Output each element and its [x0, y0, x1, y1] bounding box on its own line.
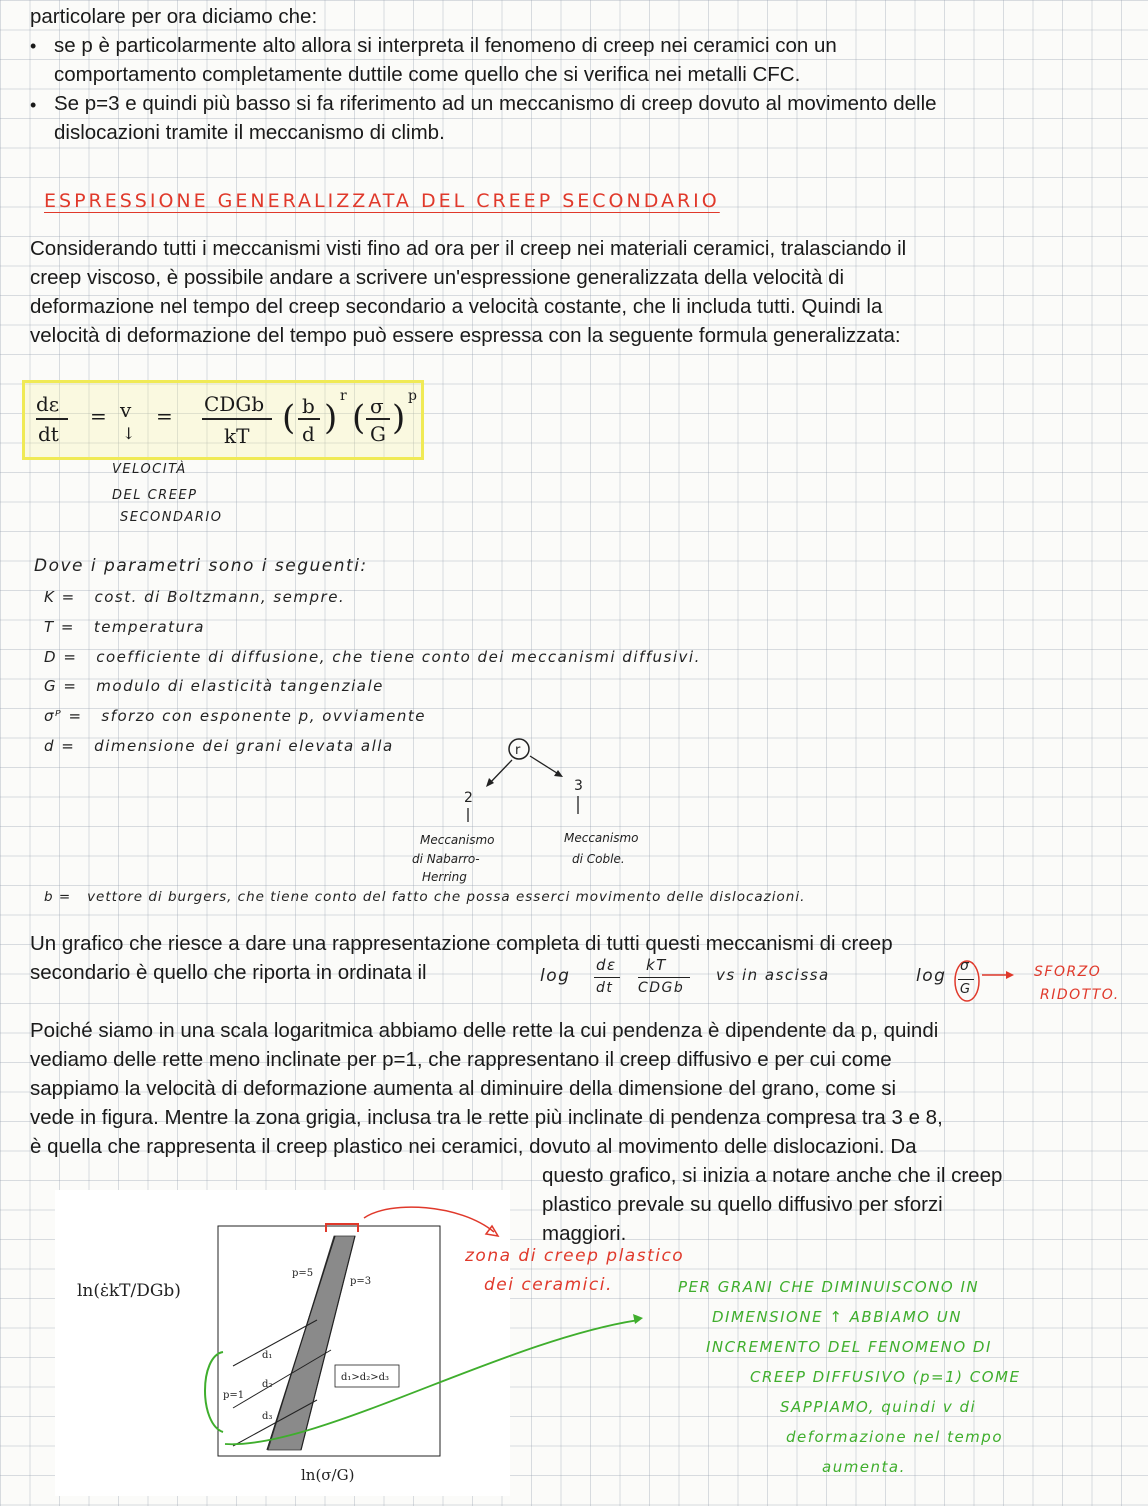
- tree-left-label-3: Herring: [422, 870, 467, 884]
- param-row: [44, 618, 205, 636]
- lhs-den: dt: [38, 422, 59, 446]
- green-arrow-head: [633, 1314, 643, 1324]
- paren-open: (: [282, 398, 296, 438]
- kt-label: kT: [646, 956, 667, 974]
- para1-line-4: velocità di deformazione del tempo può essere espressa con la seguente formula generalizzata:: [30, 324, 901, 347]
- param-row: [44, 707, 426, 725]
- para3-line-1: Poiché siamo in una scala logaritmica abbiamo delle rette la cui pendenza è dipendente da p, quindi: [30, 1019, 939, 1042]
- para4-line-3: maggiori.: [542, 1222, 627, 1245]
- bullet-1-line-2: comportamento completamente duttile come quello che si verifica nei metalli CFC.: [54, 63, 801, 86]
- param-desc: cost. di Boltzmann, sempre.: [94, 588, 346, 606]
- param-sym: d =: [44, 737, 76, 755]
- green-note-2: DIMENSIONE ↑ ABBIAMO UN: [712, 1308, 962, 1326]
- label-d1: d₁: [262, 1350, 273, 1361]
- v-arrow: ↓: [122, 424, 136, 443]
- g-label: G: [960, 982, 972, 997]
- green-note-6: deformazione nel tempo: [786, 1428, 1003, 1446]
- red-note-2: RIDOTTO.: [1040, 987, 1120, 1003]
- param-sym: K =: [44, 588, 76, 606]
- exponent-tree: [412, 730, 720, 890]
- label-p1: p=1: [223, 1390, 245, 1401]
- formula-note-1: VELOCITÀ: [112, 462, 187, 477]
- param-row: [44, 737, 394, 755]
- param-desc: temperatura: [93, 618, 205, 636]
- red-zone-note-2: dei ceramici.: [484, 1275, 613, 1295]
- green-bracket: [195, 1300, 655, 1450]
- para4-line-2: plastico prevale su quello diffusivo per sforzi: [542, 1193, 943, 1216]
- para1-line-3: deformazione nel tempo del creep secondario a velocità costante, che li includa tutti. Quindi la: [30, 295, 883, 318]
- g-den: G: [370, 422, 386, 446]
- para3-line-5: è quella che rappresenta il creep plastico nei ceramici, dovuto al movimento delle dislocazioni. Da: [30, 1135, 917, 1158]
- root-label: r: [515, 743, 521, 758]
- param-desc: dimensione dei grani elevata alla: [94, 737, 394, 755]
- d-den: d: [302, 422, 315, 446]
- de-label: dε: [596, 956, 617, 974]
- bullet-1-line-1: se p è particolarmente alto allora si interpreta il fenomeno di creep nei ceramici con un: [54, 34, 837, 57]
- intro-line: particolare per ora diciamo che:: [30, 5, 318, 28]
- tree-right-num: 3: [574, 778, 583, 794]
- param-sym: T =: [44, 618, 75, 636]
- log2-label: log: [916, 966, 947, 986]
- log-label: log: [540, 966, 571, 986]
- para3-line-2: vediamo delle rette meno inclinate per p=1, che rappresentano il creep diffusivo e per cui come: [30, 1048, 892, 1071]
- frac-bar: [298, 418, 320, 420]
- para4-line-1: questo grafico, si inizia a notare anche che il creep: [542, 1164, 1003, 1187]
- label-d3: d₃: [262, 1411, 273, 1422]
- para1-line-1: Considerando tutti i meccanismi visti fino ad ora per il creep nei materiali ceramici, tralasciando il: [30, 237, 907, 260]
- red-bracket: [320, 1200, 510, 1250]
- tree-branch-right: [530, 756, 560, 775]
- para2-line-1: Un grafico che riesce a dare una rappresentazione completa di tutti questi meccanismi di creep: [30, 932, 893, 955]
- param-sym: b =: [44, 889, 72, 905]
- red-zone-note-1: zona di creep plastico: [465, 1246, 685, 1266]
- param-sym: σᴾ =: [44, 707, 83, 725]
- green-note-4: CREEP DIFFUSIVO (p=1) COME: [750, 1368, 1021, 1386]
- b-num: b: [302, 394, 315, 418]
- paren-close: ): [324, 398, 338, 438]
- param-row: [44, 677, 384, 695]
- green-note-3: INCREMENTO DEL FENOMENO DI: [706, 1338, 992, 1356]
- tree-right-label-1: Meccanismo: [564, 831, 639, 845]
- x-axis-label: ln(σ/G): [301, 1466, 355, 1484]
- red-arrow-curve: [364, 1207, 494, 1232]
- param-row: [44, 889, 805, 905]
- tree-right-label-2: di Coble.: [572, 852, 625, 866]
- p-exp: p: [408, 388, 417, 404]
- green-note-5: SAPPIAMO, quindi v di: [780, 1398, 977, 1416]
- kt: kT: [224, 424, 250, 448]
- label-p5: p=5: [292, 1268, 314, 1279]
- param-row: [44, 648, 701, 666]
- bullet-2-line-1: Se p=3 e quindi più basso si fa riferimento ad un meccanismo di creep dovuto al movimento delle: [54, 92, 937, 115]
- bullet-dot: •: [30, 95, 37, 115]
- green-note-7: aumenta.: [822, 1458, 906, 1476]
- tree-left-label-1: Meccanismo: [420, 833, 495, 847]
- tree-left-num: 2: [464, 790, 473, 806]
- para3-line-4: vede in figura. Mentre la zona grigia, inclusa tra le rette più inclinate di pendenza compresa tra 3 e 8,: [30, 1106, 943, 1129]
- frac-bar: [958, 979, 974, 980]
- param-desc: sforzo con esponente p, ovviamente: [101, 707, 426, 725]
- vs-label: vs in ascissa: [716, 966, 830, 984]
- formula-note-3: SECONDARIO: [120, 510, 223, 525]
- para2-line-2: secondario è quello che riporta in ordinata il: [30, 961, 427, 984]
- param-desc: modulo di elasticità tangenziale: [96, 677, 384, 695]
- formula-note-2: DEL CREEP: [112, 488, 198, 503]
- paren-open: (: [352, 398, 366, 438]
- frac-bar: [638, 977, 690, 978]
- cdgb: CDGb: [204, 392, 265, 416]
- eq-2: =: [156, 404, 173, 428]
- frac-bar: [594, 977, 620, 978]
- eq-1: =: [90, 404, 107, 428]
- bracket-path: [326, 1224, 358, 1232]
- y-axis-label: ln(ε̇kT/DGb): [77, 1281, 181, 1301]
- bullet-dot: •: [30, 36, 37, 56]
- paren-close: ): [392, 398, 406, 438]
- formula: [36, 390, 416, 450]
- para1-line-2: creep viscoso, è possibile andare a scrivere un'espressione generalizzata della velocità di: [30, 266, 845, 289]
- red-note-1: SFORZO: [1034, 964, 1102, 980]
- tree-left-label-2: di Nabarro-: [412, 852, 480, 866]
- sigma-num: σ: [370, 394, 384, 418]
- param-sym: D =: [44, 648, 78, 666]
- cdgb-label: CDGb: [638, 980, 685, 996]
- legend-text: d₁>d₂>d₃: [341, 1372, 389, 1383]
- param-desc: coefficiente di diffusione, che tiene conto dei meccanismi diffusivi.: [96, 648, 701, 666]
- red-arrow-icon: [980, 968, 1016, 982]
- frac-bar: [366, 418, 390, 420]
- param-desc: vettore di burgers, che tiene conto del fatto che possa esserci movimento delle dislocazioni.: [87, 889, 806, 905]
- section-title: ESPRESSIONE GENERALIZZATA DEL CREEP SECONDARIO: [44, 190, 720, 212]
- label-d2: d₂: [262, 1379, 273, 1390]
- r-exp: r: [340, 388, 347, 404]
- param-row: [44, 588, 345, 606]
- lhs-num: dε: [36, 392, 60, 416]
- label-p3: p=3: [350, 1276, 372, 1287]
- param-sym: G =: [44, 677, 78, 695]
- params-intro: Dove i parametri sono i seguenti:: [34, 556, 368, 576]
- green-brace: [205, 1352, 223, 1432]
- v-symbol: v: [120, 398, 132, 422]
- arrow-head: [554, 770, 563, 777]
- axis-formula: [540, 956, 1020, 1010]
- frac-bar: [202, 418, 272, 420]
- frac-bar: [36, 418, 68, 420]
- sig-label: σ: [960, 958, 971, 974]
- dt-label: dt: [596, 980, 614, 996]
- green-note-1: PER GRANI CHE DIMINUISCONO IN: [678, 1278, 980, 1296]
- para3-line-3: sappiamo la velocità di deformazione aumenta al diminuire della dimensione del grano, come si: [30, 1077, 897, 1100]
- green-arrow-curve: [225, 1320, 639, 1444]
- bullet-2-line-2: dislocazioni tramite il meccanismo di climb.: [54, 121, 445, 144]
